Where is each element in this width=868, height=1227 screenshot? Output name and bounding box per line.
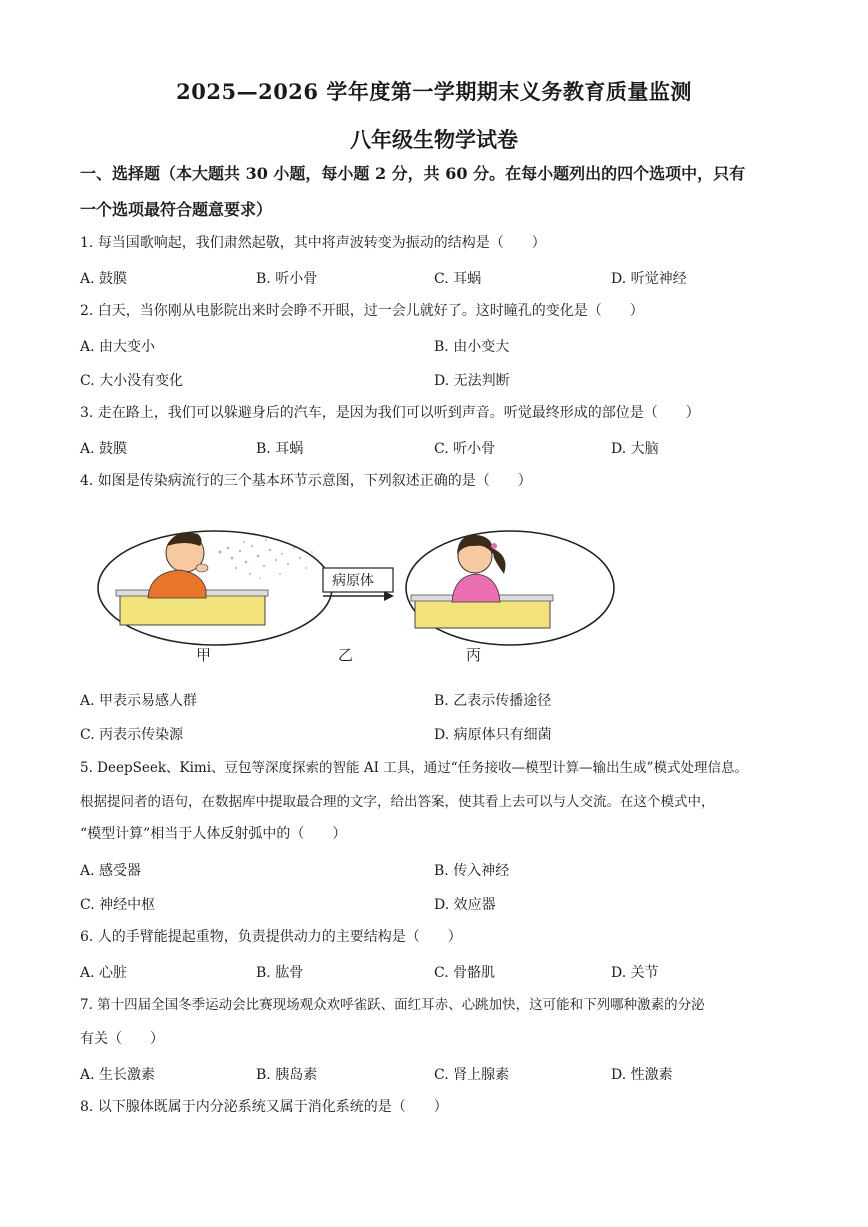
- label-jia: 甲: [196, 646, 212, 664]
- option: D. 无法判断: [434, 373, 510, 389]
- question-stem: 5. DeepSeek、Kimi、豆包等深度探索的智能 AI 工具，通过“任务接收—模型计算—输出生成”模式处理信息。: [80, 760, 749, 776]
- question-stem: 3. 走在路上，我们可以躲避身后的汽车，是因为我们可以听到声音。听觉最终形成的部位是（ ）: [80, 405, 700, 421]
- label-bing: 丙: [466, 646, 482, 664]
- section-heading-line2: 一个选项最符合题意要求）: [80, 200, 273, 219]
- desk-right: [415, 598, 550, 628]
- option: C. 神经中枢: [80, 897, 156, 913]
- page-title: 2025—2026 学年度第一学期期末义务教育质量监测: [176, 79, 692, 104]
- option: A. 鼓膜: [80, 441, 128, 457]
- option: B. 传入神经: [434, 863, 510, 879]
- boy-shirt: [148, 570, 206, 598]
- option: A. 心脏: [80, 965, 128, 981]
- option: C. 大小没有变化: [80, 373, 184, 389]
- option: B. 听小骨: [256, 271, 318, 287]
- option: B. 乙表示传播途径: [434, 693, 552, 709]
- option: C. 丙表示传染源: [80, 727, 184, 743]
- option: A. 感受器: [80, 863, 142, 879]
- diagram-svg: [80, 518, 640, 668]
- option: D. 性激素: [611, 1067, 673, 1083]
- option: D. 病原体只有细菌: [434, 727, 552, 743]
- source-ellipse: [98, 531, 332, 645]
- question-stem: 1. 每当国歌响起，我们肃然起敬，其中将声波转变为振动的结构是（ ）: [80, 235, 546, 251]
- transmission-diagram: [80, 518, 640, 668]
- question-stem: 7. 第十四届全国冬季运动会比赛现场观众欢呼雀跃、面红耳赤、心跳加快，这可能和下列哪种激素的分泌: [80, 997, 705, 1013]
- option: A. 鼓膜: [80, 271, 128, 287]
- girl-shirt: [452, 574, 500, 602]
- option: B. 肱骨: [256, 965, 304, 981]
- section-heading-line1: 一、选择题（本大题共 30 小题，每小题 2 分，共 60 分。在每小题列出的四个选项中，只有: [80, 164, 746, 183]
- option: C. 耳蜗: [434, 271, 482, 287]
- option: D. 关节: [611, 965, 659, 981]
- option: C. 骨骼肌: [434, 965, 496, 981]
- option: B. 胰岛素: [256, 1067, 318, 1083]
- question-stem: 8. 以下腺体既属于内分泌系统又属于消化系统的是（ ）: [80, 1099, 448, 1115]
- option: A. 甲表示易感人群: [80, 693, 198, 709]
- option: A. 由大变小: [80, 339, 156, 355]
- option: B. 耳蜗: [256, 441, 304, 457]
- option: D. 大脑: [611, 441, 659, 457]
- option: D. 听觉神经: [611, 271, 687, 287]
- option: C. 听小骨: [434, 441, 496, 457]
- option: D. 效应器: [434, 897, 496, 913]
- pathogen-label: 病原体: [332, 573, 374, 589]
- option: B. 由小变大: [434, 339, 510, 355]
- question-stem: 6. 人的手臂能提起重物，负责提供动力的主要结构是（ ）: [80, 929, 462, 945]
- label-yi: 乙: [338, 646, 354, 664]
- option: A. 生长激素: [80, 1067, 156, 1083]
- question-stem-cont: “模型计算”相当于人体反射弧中的（ ）: [80, 826, 347, 842]
- page-subtitle: 八年级生物学试卷: [350, 127, 518, 152]
- question-stem: 2. 白天，当你刚从电影院出来时会睁不开眼，过一会儿就好了。这时瞳孔的变化是（ ）: [80, 303, 644, 319]
- droplet-spray: [219, 539, 313, 579]
- question-stem: 4. 如图是传染病流行的三个基本环节示意图，下列叙述正确的是（ ）: [80, 473, 532, 489]
- question-stem-cont: 有关（ ）: [80, 1031, 164, 1047]
- option: C. 肾上腺素: [434, 1067, 510, 1083]
- question-stem-cont: 根据提问者的语句，在数据库中提取最合理的文字，给出答案，使其看上去可以与人交流。在这个模式中，: [80, 794, 715, 810]
